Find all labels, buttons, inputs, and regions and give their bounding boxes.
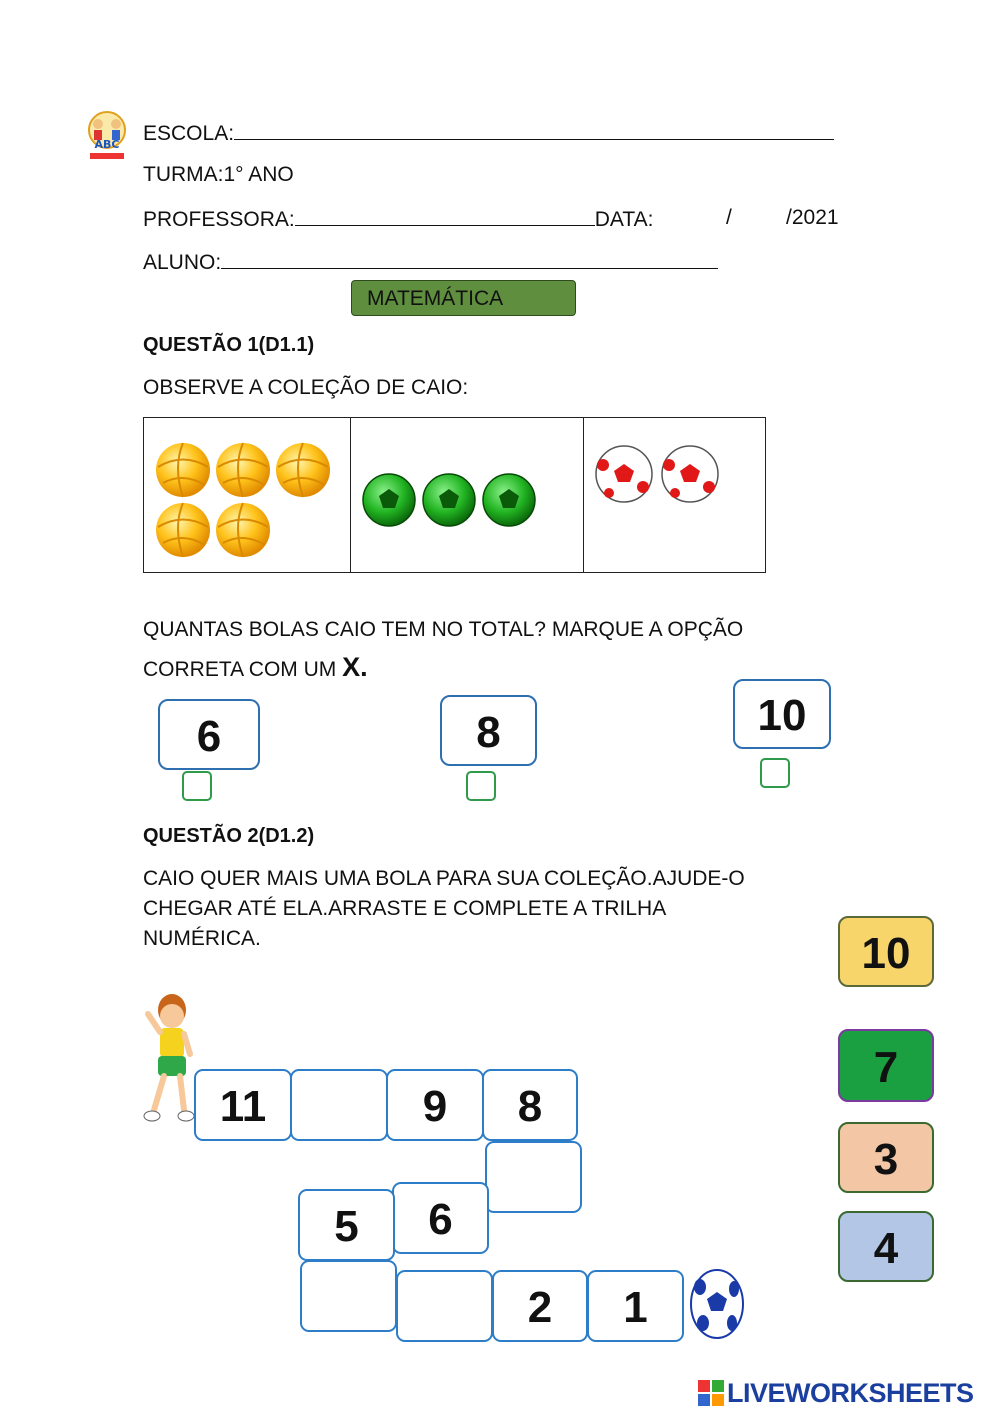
track-drop-slot[interactable] <box>485 1141 582 1213</box>
date-year: /2021 <box>786 206 839 229</box>
track-value: 6 <box>428 1195 453 1244</box>
school-label: ESCOLA: <box>143 122 235 145</box>
answer-option-10 <box>733 679 831 749</box>
school-input[interactable] <box>234 120 834 140</box>
question-1-text-line1: QUANTAS BOLAS CAIO TEM NO TOTAL? MARQUE A OPÇÃO <box>143 618 744 641</box>
question-1-mark: X. <box>342 652 368 682</box>
subject-badge: MATEMÁTICA <box>351 280 576 316</box>
student-input[interactable] <box>221 249 718 269</box>
question-2-text-line1: CAIO QUER MAIS UMA BOLA PARA SUA COLEÇÃO.AJUDE-O <box>143 867 745 890</box>
tile-value: 3 <box>873 1135 899 1184</box>
green-soccer-ball-icon <box>363 474 415 526</box>
date-label: DATA: <box>594 208 654 231</box>
question-2-text-line2: CHEGAR ATÉ ELA.ARRASTE E COMPLETE A TRILHA <box>143 897 667 920</box>
answer-option-value: 10 <box>757 691 807 740</box>
track-drop-slot[interactable] <box>396 1270 493 1342</box>
school-field <box>143 120 834 146</box>
ball-illustrations <box>143 417 766 573</box>
red-soccer-ball-icon <box>596 446 652 502</box>
track-cell <box>482 1069 578 1141</box>
red-soccer-ball-icon <box>662 446 718 502</box>
school-logo <box>86 110 128 162</box>
watermark-text: LIVEWORKSHEETS <box>727 1377 974 1408</box>
answer-checkbox-10[interactable] <box>760 758 790 788</box>
tile-value: 7 <box>873 1043 899 1092</box>
question-1-instruction: OBSERVE A COLEÇÃO DE CAIO: <box>143 376 469 399</box>
track-drop-slot[interactable] <box>290 1069 388 1141</box>
track-cell <box>386 1069 484 1141</box>
liveworksheets-watermark <box>697 1377 974 1409</box>
green-soccer-ball-icon <box>483 474 535 526</box>
volleyball-icon <box>216 503 270 557</box>
answer-checkbox-6[interactable] <box>182 771 212 801</box>
drag-tile-4[interactable] <box>838 1211 934 1282</box>
track-cell <box>392 1182 489 1254</box>
track-cell <box>587 1270 684 1342</box>
answer-option-value: 6 <box>196 712 222 761</box>
teacher-label: PROFESSORA: <box>143 208 295 231</box>
volleyball-icon <box>156 503 210 557</box>
student-field <box>143 249 718 275</box>
drag-tile-7[interactable] <box>838 1029 934 1102</box>
volleyball-icon <box>216 443 270 497</box>
drag-tile-3[interactable] <box>838 1122 934 1193</box>
track-drop-slot[interactable] <box>300 1260 397 1332</box>
track-value: 9 <box>422 1082 448 1131</box>
drag-tile-10[interactable] <box>838 916 934 987</box>
volleyball-icon <box>156 443 210 497</box>
track-cell <box>298 1189 395 1261</box>
track-cell <box>492 1270 588 1342</box>
track-value: 2 <box>527 1283 553 1332</box>
class-label: TURMA:1° ANO <box>143 163 294 186</box>
track-value: 1 <box>623 1283 648 1332</box>
date-separator: / <box>726 206 732 229</box>
blue-soccer-ball-icon <box>688 1267 746 1341</box>
track-value: 11 <box>219 1082 267 1131</box>
question-1-title: QUESTÃO 1(D1.1) <box>143 334 315 356</box>
answer-checkbox-8[interactable] <box>466 771 496 801</box>
student-label: ALUNO: <box>143 251 222 274</box>
liveworksheets-logo-icon <box>697 1379 725 1407</box>
answer-option-6 <box>158 699 260 770</box>
teacher-input[interactable] <box>295 206 595 226</box>
question-2-title: QUESTÃO 2(D1.2) <box>143 825 315 847</box>
green-soccer-ball-icon <box>423 474 475 526</box>
answer-option-value: 8 <box>476 708 501 757</box>
boy-illustration <box>142 992 194 1127</box>
track-cell <box>194 1069 292 1141</box>
track-value: 5 <box>334 1202 359 1251</box>
volleyball-icon <box>276 443 330 497</box>
question-2-text-line3: NUMÉRICA. <box>143 927 261 950</box>
question-1-text-line2 <box>143 652 368 683</box>
answer-option-8 <box>440 695 537 766</box>
teacher-field <box>143 206 653 232</box>
track-value: 8 <box>517 1082 543 1131</box>
logo-text: ABC <box>94 138 120 151</box>
tile-value: 10 <box>861 929 911 978</box>
question-1-text: CORRETA COM UM <box>143 658 343 681</box>
tile-value: 4 <box>873 1224 899 1273</box>
